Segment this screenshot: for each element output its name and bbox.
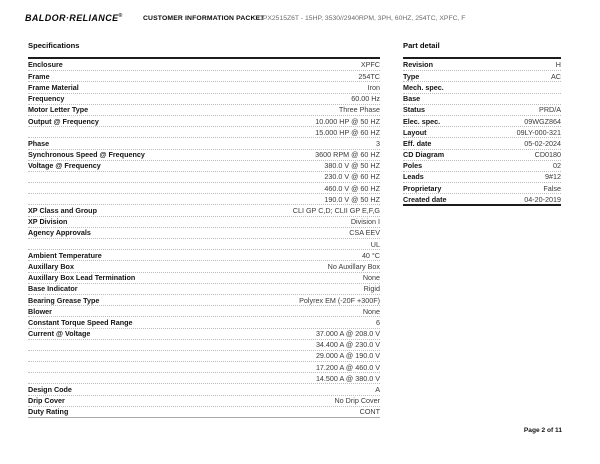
row-value: 190.0 V @ 50 HZ [324, 194, 380, 204]
row-label: Output @ Frequency [28, 116, 99, 126]
row-label: Layout [403, 127, 427, 137]
row-value: CD0180 [534, 150, 561, 160]
row-label: Agency Approvals [28, 228, 91, 238]
table-row [403, 81, 561, 92]
table-row [28, 395, 380, 406]
table-row [28, 350, 380, 361]
row-label: Enclosure [28, 60, 63, 70]
row-value: 40 °C [361, 250, 380, 260]
table-row [403, 115, 561, 126]
row-label: Auxillary Box Lead Termination [28, 273, 136, 283]
row-label: Auxillary Box [28, 261, 74, 271]
row-value: 9#12 [545, 172, 561, 182]
table-row [403, 104, 561, 115]
row-label: Elec. spec. [403, 116, 441, 126]
row-value: 3 [376, 138, 380, 148]
row-value: 60.00 Hz [351, 94, 380, 104]
row-label: Ambient Temperature [28, 250, 102, 260]
table-row [403, 182, 561, 193]
table-row [28, 216, 380, 227]
row-value: UL [370, 239, 380, 249]
specifications-table [28, 57, 380, 418]
table-row [28, 227, 380, 238]
row-value: 380.0 V @ 50 HZ [324, 161, 380, 171]
part-detail-table [403, 57, 561, 206]
table-row [28, 260, 380, 271]
row-value: CONT [359, 407, 380, 417]
row-value: Iron [367, 82, 380, 92]
row-value: Rigid [363, 284, 380, 294]
row-label: Frame Material [28, 82, 79, 92]
row-value: 29.000 A @ 190.0 V [315, 351, 380, 361]
row-value: 14.500 A @ 380.0 V [315, 373, 380, 383]
table-row [403, 137, 561, 148]
row-value: Polyrex EM (-20F +300F) [299, 295, 380, 305]
row-label: Base Indicator [28, 284, 78, 294]
table-row [28, 283, 380, 294]
table-row [403, 171, 561, 182]
row-value: No Drip Cover [334, 396, 380, 406]
row-value: 6 [376, 317, 380, 327]
row-value: CSA EEV [349, 228, 380, 238]
row-value: 254TC [358, 71, 380, 81]
row-label: Revision [403, 60, 433, 70]
registered-mark: ® [118, 13, 123, 19]
brand-logo [25, 13, 123, 23]
table-row [28, 93, 380, 104]
row-value: 10.000 HP @ 50 HZ [315, 116, 380, 126]
catalog-model-line: CCPX2515Z6T - 15HP, 3530//2940RPM, 3PH, 60HZ, 254TC, XPFC, F [253, 15, 466, 22]
table-row [28, 126, 380, 137]
table-row [28, 81, 380, 92]
row-label: Blower [28, 306, 52, 316]
row-label: Type [403, 71, 420, 81]
row-label: Frame [28, 71, 50, 81]
table-row [28, 305, 380, 316]
row-value: 09LY-000-321 [516, 127, 561, 137]
row-label: Synchronous Speed @ Frequency [28, 150, 145, 160]
table-row [28, 149, 380, 160]
table-row [28, 70, 380, 81]
row-label: XP Division [28, 217, 68, 227]
row-value: 34.400 A @ 230.0 V [315, 340, 380, 350]
row-label: Constant Torque Speed Range [28, 317, 133, 327]
row-value: 09WGZ864 [524, 116, 561, 126]
table-row [28, 160, 380, 171]
row-label: Eff. date [403, 138, 432, 148]
table-row [28, 406, 380, 417]
row-value: PRD/A [539, 105, 561, 115]
table-row [28, 339, 380, 350]
row-label: Leads [403, 172, 424, 182]
row-value: 04-20-2019 [524, 194, 561, 204]
table-row [403, 160, 561, 171]
table-row [28, 238, 380, 249]
row-label: CD Diagram [403, 150, 445, 160]
row-label: Bearing Grease Type [28, 295, 100, 305]
table-row [403, 126, 561, 137]
row-value: None [362, 306, 380, 316]
row-label: Motor Letter Type [28, 105, 89, 115]
table-row [28, 316, 380, 327]
table-row [403, 59, 561, 70]
table-row [403, 93, 561, 104]
row-label: Voltage @ Frequency [28, 161, 101, 171]
table-row [28, 328, 380, 339]
row-label: Drip Cover [28, 396, 65, 406]
row-label: Design Code [28, 385, 72, 395]
table-row [28, 361, 380, 372]
table-row [28, 272, 380, 283]
row-value: AC [551, 71, 561, 81]
row-value: A [375, 385, 380, 395]
row-label: Poles [403, 161, 423, 171]
table-row [28, 171, 380, 182]
table-row [28, 137, 380, 148]
row-value: None [362, 273, 380, 283]
row-label: XP Class and Group [28, 206, 97, 216]
table-row [403, 149, 561, 160]
table-row [28, 372, 380, 383]
row-label: Mech. spec. [403, 82, 444, 92]
row-value: 37.000 A @ 208.0 V [315, 329, 380, 339]
table-row [28, 249, 380, 260]
row-value: 15.000 HP @ 60 HZ [315, 127, 380, 137]
table-row [28, 115, 380, 126]
row-label: Duty Rating [28, 407, 69, 417]
specifications-heading: Specifications [28, 41, 80, 50]
row-label: Base [403, 94, 421, 104]
row-value: Three Phase [338, 105, 380, 115]
page-indicator: Page 2 of 11 [523, 427, 562, 434]
table-row [403, 193, 561, 204]
row-value: CLI GP C,D; CLII GP E,F,G [292, 206, 380, 216]
brand-logo-text: BALDOR·RELIANCE [25, 13, 119, 23]
row-label: Phase [28, 138, 50, 148]
row-value: Division I [350, 217, 380, 227]
row-label: Current @ Voltage [28, 329, 91, 339]
document-title: CUSTOMER INFORMATION PACKET [143, 15, 265, 22]
table-row [28, 182, 380, 193]
row-value: H [555, 60, 561, 70]
row-value: XPFC [360, 60, 380, 70]
row-value: 460.0 V @ 60 HZ [324, 183, 380, 193]
table-row [28, 104, 380, 115]
row-value: False [543, 183, 561, 193]
row-value: 17.200 A @ 460.0 V [315, 362, 380, 372]
row-label: Proprietary [403, 183, 442, 193]
row-label: Created date [403, 194, 447, 204]
part-detail-heading: Part detail [403, 41, 440, 50]
table-row [28, 204, 380, 215]
row-value: 230.0 V @ 60 HZ [324, 172, 380, 182]
table-row [28, 59, 380, 70]
row-value: 3600 RPM @ 60 HZ [315, 150, 380, 160]
table-row [28, 193, 380, 204]
row-value: 02 [553, 161, 561, 171]
row-value: 05-02-2024 [524, 138, 561, 148]
row-label: Frequency [28, 94, 65, 104]
table-row [403, 70, 561, 81]
table-row [28, 294, 380, 305]
row-value: No Auxillary Box [327, 261, 380, 271]
table-row [28, 383, 380, 394]
row-label: Status [403, 105, 425, 115]
